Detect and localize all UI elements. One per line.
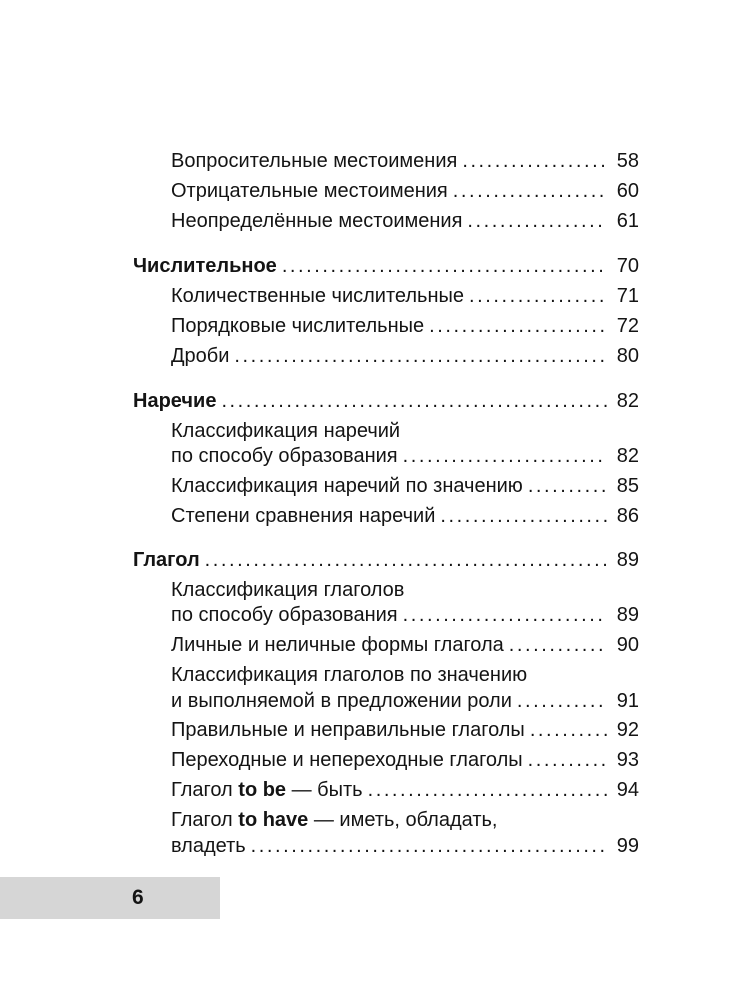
toc-entry-title: Отрицательные местоимения: [171, 180, 448, 202]
toc-entry-page: 90: [616, 634, 639, 656]
toc-leader-dots: [221, 389, 607, 413]
toc-leader-dots: [528, 748, 607, 772]
toc-leader-dots: [453, 179, 607, 203]
toc-leader-dots: [403, 603, 607, 627]
toc-entry-page: 60: [616, 180, 639, 202]
toc-entry[interactable]: [171, 689, 639, 713]
toc-entry[interactable]: [171, 209, 639, 233]
toc-entry-page: 82: [616, 390, 639, 412]
toc-entry-page: 71: [616, 285, 639, 307]
toc-entry[interactable]: [171, 603, 639, 627]
toc-entry[interactable]: [171, 314, 639, 338]
toc-section-title: Глагол: [133, 549, 200, 571]
toc-entry[interactable]: [171, 748, 639, 772]
toc-section-title: Наречие: [133, 390, 217, 412]
toc-entry[interactable]: [171, 504, 639, 528]
toc-entry-suffix: — иметь, обладать,: [313, 809, 498, 831]
toc-entry-page: 89: [616, 604, 639, 626]
toc-entry-title: владеть: [171, 835, 246, 857]
toc-entry-page: 92: [616, 719, 639, 741]
toc-entry-page: 94: [616, 779, 639, 801]
toc-entry[interactable]: [171, 718, 639, 742]
toc-entry-title: Степени сравнения наречий: [171, 505, 436, 527]
toc-entry-prefix: Глагол: [171, 779, 233, 801]
toc-entry-first-line: Классификация глаголов по значению: [171, 664, 528, 686]
toc-entry-page: 99: [616, 835, 639, 857]
toc-leader-dots: [467, 209, 607, 233]
toc-entry-page: 93: [616, 749, 639, 771]
toc-entry[interactable]: [171, 633, 639, 657]
toc-entry[interactable]: [171, 284, 639, 308]
toc-leader-dots: [530, 718, 607, 742]
toc-section-heading[interactable]: [133, 389, 639, 413]
page-number: 6: [132, 886, 144, 909]
page-number-tab: [0, 877, 220, 919]
toc-entry[interactable]: [171, 444, 639, 468]
toc-entry-page: 82: [616, 445, 639, 467]
toc-entry-first-line: Классификация глаголов: [171, 579, 405, 601]
toc-entry-page: 89: [616, 549, 639, 571]
toc-leader-dots: [403, 444, 607, 468]
toc-entry-title: по способу образования: [171, 445, 398, 467]
toc-entry-title: Правильные и неправильные глаголы: [171, 719, 525, 741]
toc-leader-dots: [429, 314, 607, 338]
toc-entry[interactable]: [171, 778, 639, 802]
toc-entry[interactable]: [171, 474, 639, 498]
toc-leader-dots: [440, 504, 607, 528]
toc-entry-first-line: [171, 808, 497, 832]
toc-section-title: Числительное: [133, 255, 277, 277]
toc-entry-page: 72: [616, 315, 639, 337]
toc-entry-title: [171, 778, 363, 802]
toc-entry-page: 80: [616, 345, 639, 367]
toc-entry-page: 86: [616, 505, 639, 527]
toc-leader-dots: [528, 474, 607, 498]
toc-section-heading[interactable]: [133, 254, 639, 278]
toc-entry-title: Вопросительные местоимения: [171, 150, 458, 172]
toc-entry-title: Переходные и непереходные глаголы: [171, 749, 523, 771]
toc-leader-dots: [517, 689, 607, 713]
toc-entry-english-term: to have: [238, 809, 309, 831]
toc-entry-title: Неопределённые местоимения: [171, 210, 463, 232]
toc-leader-dots: [469, 284, 607, 308]
toc-leader-dots: [368, 778, 607, 802]
toc-entry-title: Количественные числительные: [171, 285, 465, 307]
toc-entry[interactable]: [171, 149, 639, 173]
toc-entry-page: 70: [616, 255, 639, 277]
toc-leader-dots: [509, 633, 607, 657]
toc-entry-english-term: to be: [238, 779, 287, 801]
toc-leader-dots: [234, 344, 607, 368]
toc-entry-title: Дроби: [171, 345, 230, 367]
toc-entry-page: 61: [616, 210, 639, 232]
toc-entry-title: Классификация наречий по значению: [171, 475, 523, 497]
toc-entry[interactable]: [171, 344, 639, 368]
toc-entry-title: Порядковые числительные: [171, 315, 425, 337]
toc-leader-dots: [205, 548, 607, 572]
toc-entry-title: Личные и неличные формы глагола: [171, 634, 504, 656]
toc-entry-first-line: Классификация наречий: [171, 420, 401, 442]
toc-entry[interactable]: [171, 179, 639, 203]
toc-entry-page: 91: [616, 690, 639, 712]
toc-entry-page: 58: [616, 150, 639, 172]
toc-leader-dots: [462, 149, 607, 173]
toc-entry-prefix: Глагол: [171, 809, 233, 831]
toc-entry-page: 85: [616, 475, 639, 497]
toc-entry-title: по способу образования: [171, 604, 398, 626]
toc-entry-suffix: — быть: [291, 779, 363, 801]
toc-entry-title: и выполняемой в предложении роли: [171, 690, 512, 712]
toc-leader-dots: [251, 834, 607, 858]
toc-section-heading[interactable]: [133, 548, 639, 572]
toc-entry[interactable]: [171, 834, 639, 858]
toc-leader-dots: [282, 254, 607, 278]
